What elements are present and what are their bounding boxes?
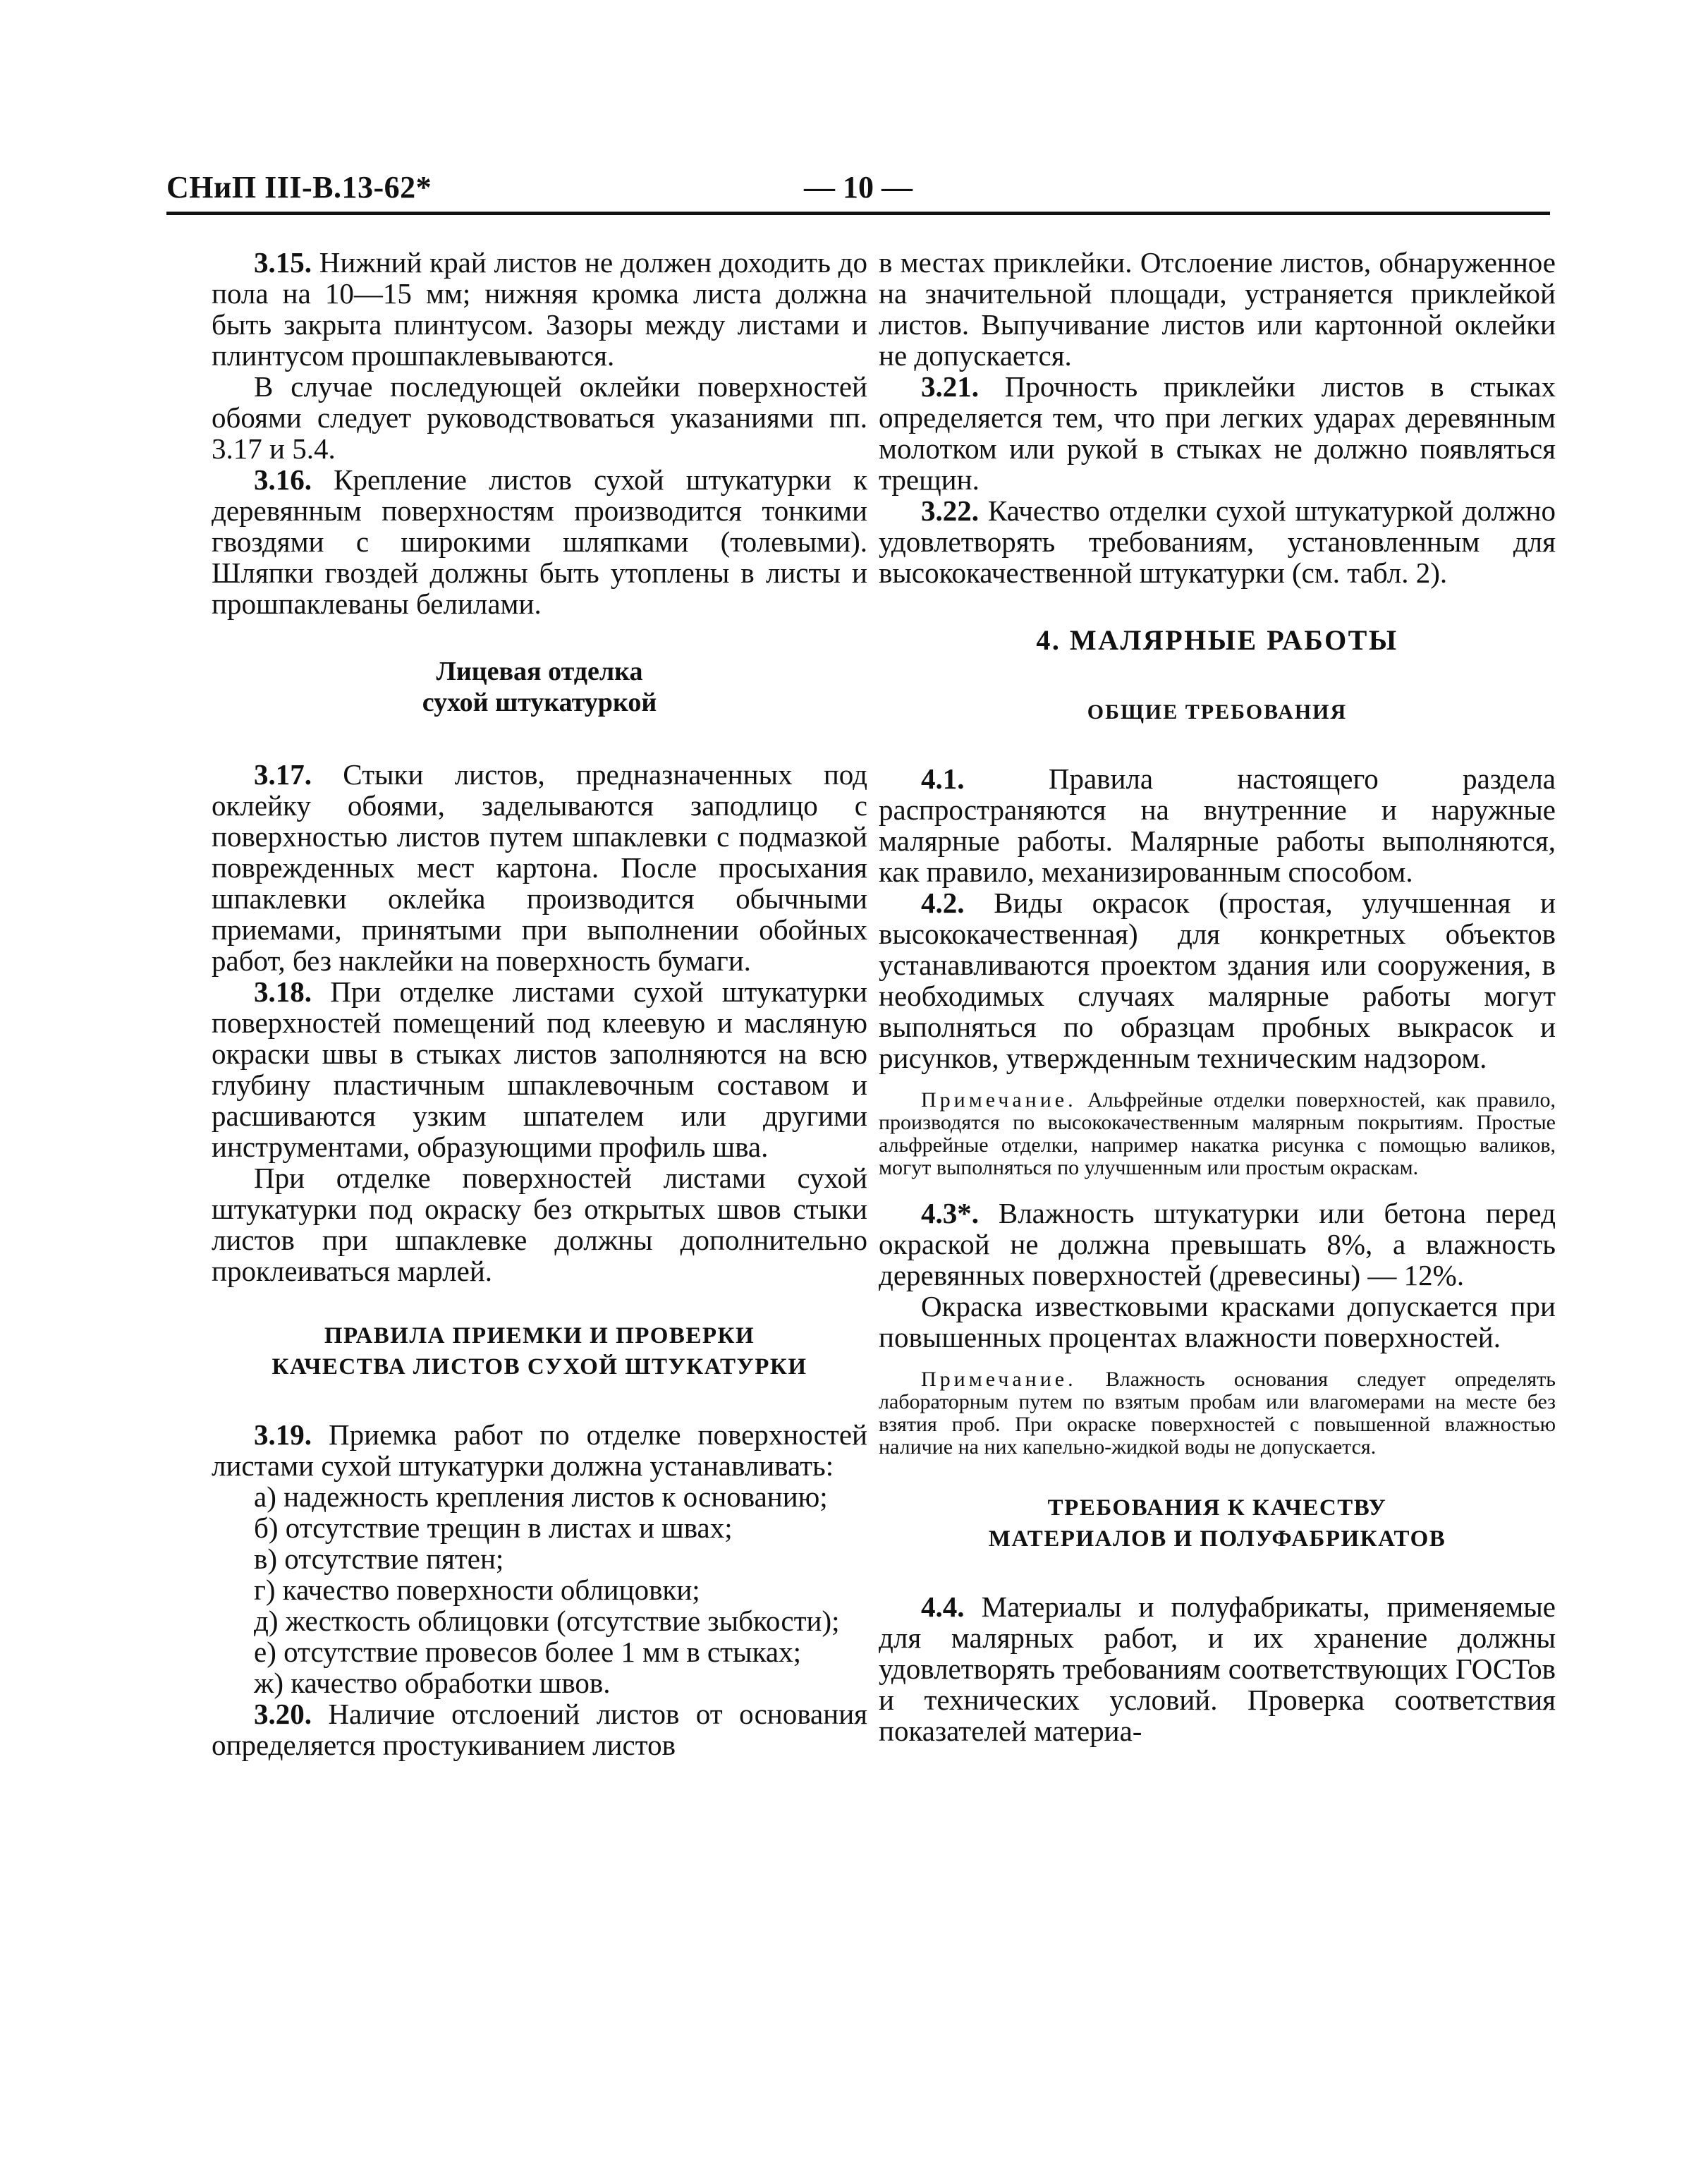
list-item: в) отсутствие пятен; — [254, 1543, 504, 1575]
clause-number: 3.17. — [254, 758, 312, 791]
paragraph-4-4 — [879, 1591, 1556, 1746]
paragraph-3-16 — [212, 464, 867, 619]
subsection-title-line: КАЧЕСТВА ЛИСТОВ СУХОЙ ШТУКАТУРКИ — [272, 1354, 807, 1380]
note-humidity — [879, 1368, 1556, 1459]
paragraph-4-3-cont: Окраска известковыми красками допускается при повышенных процентах влажности поверхностей. — [879, 1290, 1556, 1353]
left-column — [212, 247, 867, 1760]
document-code: СНиП III-В.13-62* — [166, 170, 432, 205]
list-item: б) отсутствие трещин в листах и швах; — [254, 1511, 733, 1544]
list-item: а) надежность крепления листов к основанию; — [254, 1480, 828, 1513]
paragraph-text: Прочность приклейки листов в стыках определяется тем, что при легких ударах деревянным молотком или рукой в стыках не должно появляться трещин. — [879, 370, 1556, 496]
paragraph-3-18 — [212, 976, 867, 1162]
paragraph-4-2 — [879, 887, 1556, 1073]
note-alfresco — [879, 1089, 1556, 1179]
clause-number: 3.22. — [921, 494, 979, 527]
paragraph-text: Виды окрасок (простая, улучшенная и высококачественная) для конкретных объектов устанавливаются проектом здания или сооружения, в необходимых случаях малярные работы могут выполняться по образцам пробных выкрасок и рисунков, утвержденным техническим надзором. — [879, 887, 1556, 1074]
paragraph-text: При отделке листами сухой штукатурки поверхностей помещений под клеевую и масляную окраски швы в стыках листов заполняются на всю глубину пластичным шпаклевочным составом и расшиваются узким шпателем или другими инструментами, образующими профиль шва. — [212, 975, 867, 1163]
subsection-title-materials — [879, 1492, 1556, 1554]
paragraph-text: Нижний край листов не должен доходить до пола на 10—15 мм; нижняя кромка листа должна быть закрыта плинтусом. Зазоры между листами и плинтусом прошпаклевываются. — [212, 246, 867, 372]
list-item: ж) качество обработки швов. — [254, 1667, 611, 1699]
clause-number: 4.4. — [921, 1590, 965, 1623]
header-rule — [166, 212, 1550, 215]
note-text: Альфрейные отделки поверхностей, как правило, производятся по высококачественным малярным покрытиям. Простые альфрейные отделки, например накатка рисунка с помощью валиков, могут выполняться по улучшенным или простым окраскам. — [879, 1088, 1556, 1179]
subsection-title-line: ТРЕБОВАНИЯ К КАЧЕСТВУ — [1047, 1495, 1387, 1521]
subsection-title-acceptance — [212, 1320, 867, 1382]
paragraph-4-3 — [879, 1198, 1556, 1291]
subsection-title-line: МАТЕРИАЛОВ И ПОЛУФАБРИКАТОВ — [988, 1526, 1446, 1552]
clause-number: 4.1. — [921, 762, 965, 795]
paragraph-3-19 — [212, 1419, 867, 1481]
clause-number: 3.21. — [921, 370, 979, 403]
section-title: 4. МАЛЯРНЫЕ РАБОТЫ — [1036, 624, 1398, 656]
page-header — [166, 169, 1550, 214]
note-text: Влажность основания следует определять лабораторным путем по взятым пробам или влагомерами на месте без взятия проб. При окраске поверхностей с повышенной влажностью наличие на них капельно-жидкой воды не допускается. — [879, 1368, 1556, 1459]
list-item: е) отсутствие провесов более 1 мм в стыках; — [254, 1636, 801, 1668]
page-number: — 10 — — [804, 170, 913, 205]
clause-number: 3.15. — [254, 246, 312, 279]
note-label: Примечание. — [921, 1368, 1077, 1391]
clause-number: 4.2. — [921, 887, 965, 919]
clause-number: 3.16. — [254, 463, 312, 496]
paragraph-text: Качество отделки сухой штукатуркой должно удовлетворять требованиям, установленным для высококачественной штукатурки (см. табл. 2). — [879, 494, 1556, 589]
paragraph-3-21 — [879, 371, 1556, 495]
paragraph-3-20-cont: в местах приклейки. Отслоение листов, обнаруженное на значительной площади, устраняется приклейкой листов. Выпучивание листов или картонной оклейки не допускается. — [879, 246, 1556, 372]
list-item: г) качество поверхности облицовки; — [254, 1574, 700, 1606]
clause-number: 3.20. — [254, 1698, 312, 1730]
paragraph-text: Приемка работ по отделке поверхностей листами сухой штукатурки должна устанавливать: — [212, 1418, 867, 1482]
paragraph-text: Правила настоящего раздела распространяются на внутренние и наружные малярные работы. Малярные работы выполняются, как правило, механизированным способом. — [879, 762, 1556, 888]
subsection-title-general: ОБЩИЕ ТРЕБОВАНИЯ — [1087, 700, 1348, 724]
subsection-title-line: Лицевая отделка — [436, 657, 643, 686]
clause-number: 3.18. — [254, 975, 312, 1008]
subsection-title-line: ПРАВИЛА ПРИЕМКИ И ПРОВЕРКИ — [324, 1323, 755, 1349]
paragraph-3-20 — [212, 1698, 867, 1760]
list-item: д) жесткость облицовки (отсутствие зыбкости); — [254, 1605, 840, 1637]
paragraph-4-1 — [879, 763, 1556, 887]
subsection-title-facing — [212, 656, 867, 718]
paragraph-3-15-cont: В случае последующей оклейки поверхностей обоями следует руководствоваться указаниями пп. 3.17 и 5.4. — [212, 370, 867, 465]
clause-number: 3.19. — [254, 1418, 312, 1451]
paragraph-3-17 — [212, 759, 867, 976]
paragraph-3-15 — [212, 247, 867, 371]
subsection-title-line: сухой штукатуркой — [422, 688, 657, 717]
paragraph-text: Влажность штукатурки или бетона перед окраской не должна превышать 8%, а влажность деревянных поверхностей (древесины) — 12%. — [879, 1197, 1556, 1291]
clause-number: 4.3*. — [921, 1197, 979, 1229]
paragraph-text: Стыки листов, предназначенных под оклейку обоями, заделываются заподлицо с поверхностью листов путем шпаклевки с подмазкой поврежденных мест картона. После просыхания шпаклевки оклейка производится обычными приемами, принятыми при выполнении обойных работ, без наклейки на поверхность бумаги. — [212, 758, 867, 977]
note-label: Примечание. — [921, 1088, 1077, 1112]
paragraph-text: Крепление листов сухой штукатурки к деревянным поверхностям производится тонкими гвоздями с широкими шляпками (толевыми). Шляпки гвоздей должны быть утоплены в листы и прошпаклеваны белилами. — [212, 463, 867, 620]
paragraph-3-22 — [879, 495, 1556, 588]
paragraph-text: Наличие отслоений листов от основания определяется простукиванием листов — [212, 1698, 867, 1761]
paragraph-3-18-cont: При отделке поверхностей листами сухой штукатурки под окраску без открытых швов стыки листов при шпаклевке должны дополнительно проклеиваться марлей. — [212, 1162, 867, 1287]
right-column — [879, 247, 1556, 1746]
paragraph-text: Материалы и полуфабрикаты, применяемые для малярных работ, и их хранение должны удовлетворять требованиям соответствующих ГОСТов и технических условий. Проверка соответствия показателей материа- — [879, 1590, 1556, 1747]
